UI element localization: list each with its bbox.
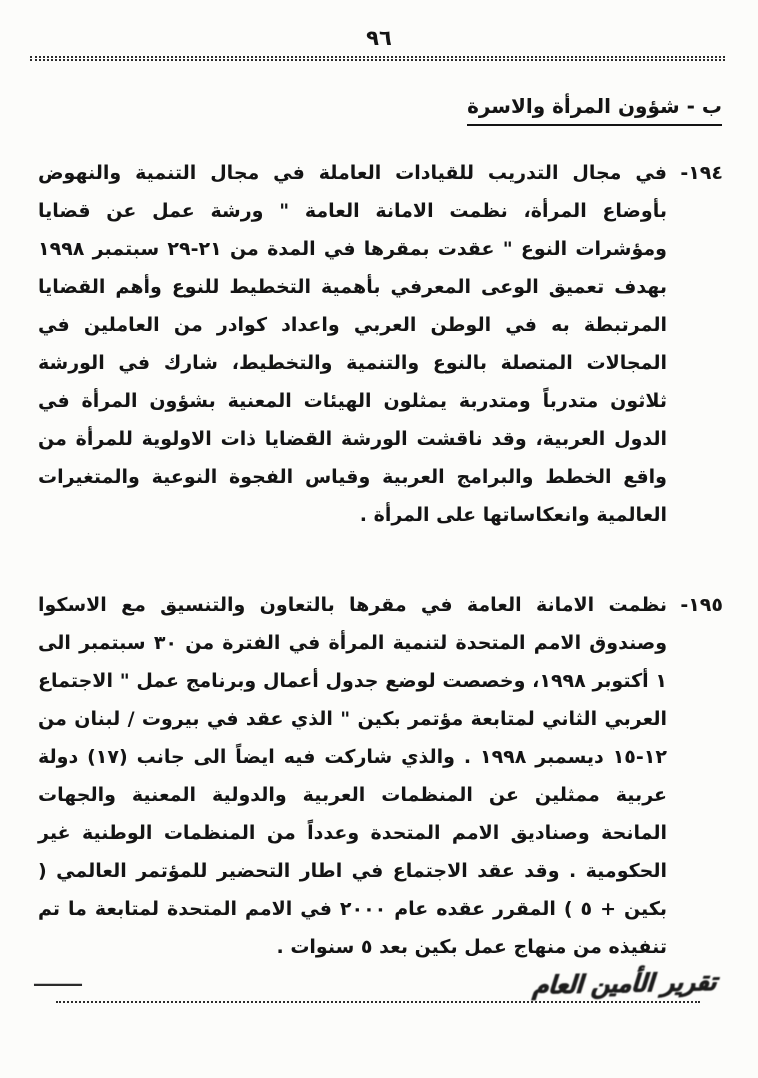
page-content	[38, 154, 723, 1018]
footer-dash: ———	[33, 974, 81, 995]
page-footer	[33, 969, 716, 998]
section-heading-wrap	[467, 94, 722, 126]
page-number: ٩٦	[366, 26, 392, 50]
top-dotted-rule	[30, 56, 725, 61]
paragraph-194-text: في مجال التدريب للقيادات العاملة في مجال التنمية والنهوض بأوضاع المرأة، نظمت الامانة العامة " ورشة عمل عن قضايا ومؤشرات النوع " عقدت بمقرها في المدة من ٢١-٢٩ سبتمبر ١٩٩٨ بهدف تعميق الوعى المعرفي بأهمية التخطيط للنوع وأهم القضايا المرتبطة به في الوطن العربي واعداد كوادر من العاملين في المجالات المتصلة بالنوع والتنمية والتخطيط، شارك في الورشة ثلاثون متدرباً ومتدربة يمثلون الهيئات المعنية بشؤون المرأة في الدول العربية، وقد ناقشت الورشة القضايا ذات الاولوية للمرأة من واقع الخطط والبرامج العربية وقياس الفجوة النوعية والمتغيرات العالمية وانعكاساتها على المرأة .	[38, 162, 667, 526]
signature-stamp: تقرير الأمين العام	[531, 967, 717, 1000]
paragraph-194	[38, 154, 723, 534]
paragraph-195-number: ١٩٥-	[680, 594, 723, 616]
paragraph-194-number: ١٩٤-	[680, 162, 723, 184]
paragraph-195	[38, 586, 723, 966]
paragraph-195-text: نظمت الامانة العامة في مقرها بالتعاون والتنسيق مع الاسكوا وصندوق الامم المتحدة لتنمية المرأة في الفترة من ٣٠ سبتمبر الى ١ أكتوبر ١٩٩٨، وخصصت لوضع جدول أعمال وبرنامج عمل " الاجتماع العربي الثاني لمتابعة مؤتمر بكين " الذي عقد في بيروت / لبنان من ١٢-١٥ ديسمبر ١٩٩٨ . والذي شاركت فيه ايضاً الى جانب (١٧) دولة عربية ممثلين عن المنظمات العربية والدولية المعنية والجهات المانحة وصناديق الامم المتحدة وعدداً من المنظمات الوطنية غير الحكومية . وقد عقد الاجتماع في اطار التحضير للمؤتمر العالمي ( بكين + ٥ ) المقرر عقده عام ٢٠٠٠ في الامم المتحدة لمتابعة ما تم تنفيذه من منهاج عمل بكين بعد ٥ سنوات .	[38, 594, 668, 958]
section-heading: ب - شؤون المرأة والاسرة	[467, 94, 722, 126]
bottom-dotted-rule	[56, 1001, 700, 1006]
